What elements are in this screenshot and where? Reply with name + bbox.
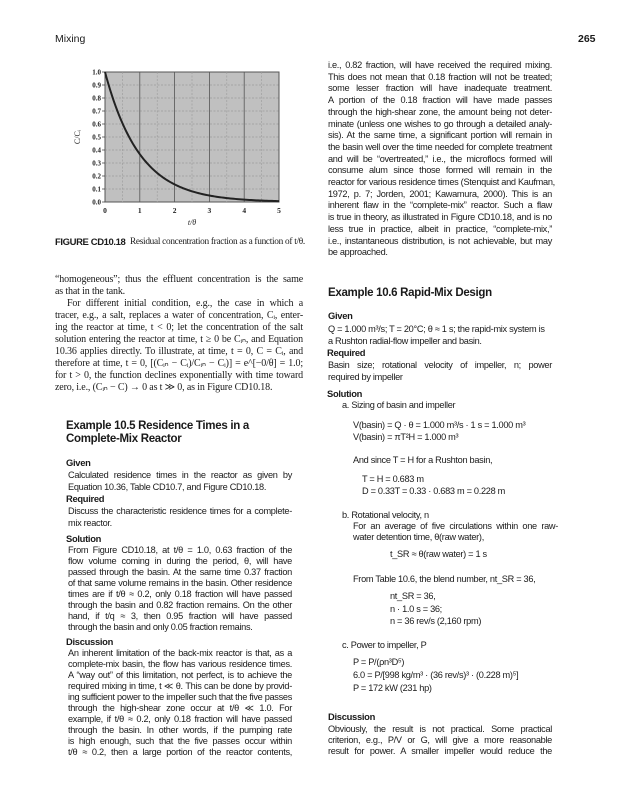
continuation-line: i.e., 0.82 fraction, will have received the required mixing.: [328, 60, 552, 70]
page-number: 265: [578, 33, 596, 45]
given-line: Equation 10.36, Table CD10.7, and Figure CD10.18.: [68, 482, 267, 492]
discussion-line: t/θ ≈ 0.2, then a large portion of the reactor contents,: [68, 747, 292, 757]
continuation-line: 1972, p. 7; Jorden, 2001; Kawamura, 2000). This is an: [328, 188, 552, 199]
y-tick-label: 0.9: [92, 81, 101, 90]
step-a-line: a. Sizing of basin and impeller: [342, 400, 456, 410]
eq-a2-line: D = 0.33T = 0.33 · 0.683 m = 0.228 m: [362, 486, 506, 496]
solution-line: through the basin and only 0.05 fraction remains.: [68, 622, 253, 632]
intro-line: 10.36 applies directly. To illustrate, at time, t = 0, C = Cᵢ, and: [55, 346, 303, 357]
b-text-line: water detention time, θ(raw water),: [353, 532, 484, 542]
continuation-line: inherent flaw in the “complete-mix” reactor. Such a flaw: [328, 200, 552, 211]
discussion-line: ing sufficient power to the impeller such that the five passes: [68, 692, 292, 702]
y-tick-label: 0.3: [92, 159, 101, 168]
solution-line: through the basin and 0.82 fraction remains. On the other: [68, 600, 292, 610]
b-text2-line: From Table 10.6, the blend number, nt_SR = 36,: [353, 574, 536, 584]
discussion-line: result for power. A smaller impeller would reduce the: [328, 746, 552, 756]
intro-line: For different initial condition, e.g., the case in which a: [67, 298, 303, 309]
continuation-line: consume alum since those formed will remain in the: [328, 165, 552, 176]
required-line: required by impeller: [328, 372, 403, 382]
eq-b2-line: n = 36 rev/s (2,160 rpm): [390, 616, 482, 626]
intro-line: therefore at time, t = 0, [(Cᵢₙ − Cᵢ)/Cᵢₙ − Cᵢ)] = e^[−0/θ] = 1.0;: [55, 358, 303, 369]
intro-line: tracer, e.g., a salt, replaces a water of concentration, Cᵢ, enter-: [55, 310, 303, 321]
y-tick-label: 0.5: [92, 133, 101, 142]
intro-line: solution entering the reactor at time, t ≥ 0 be Cᵢₙ, and Equation: [55, 334, 303, 345]
given-line: Q = 1.000 m³/s; T = 20°C; θ ≈ 1 s; the rapid-mix system is: [328, 324, 545, 334]
required-line: Discuss the characteristic residence times for a complete-: [68, 506, 292, 516]
given-line: a Rushton radial-flow impeller and basin.: [328, 335, 482, 346]
discussion-line: example, if t/θ ≈ 0.2, only 0.18 fraction will have passed: [68, 714, 292, 724]
y-axis-label: C/Cᵢ: [73, 129, 82, 145]
figure-caption: Residual concentration fraction as a function of t/θ.: [130, 237, 305, 247]
required-line: mix reactor.: [68, 518, 112, 528]
discussion-line: is high enough, such that the five passes occur within: [68, 736, 292, 746]
figure-label: FIGURE CD10.18: [55, 237, 126, 248]
continuation-line: through the high-shear zone, the amount being not deter-: [328, 106, 552, 117]
eq-b2-line: n · 1.0 s = 36;: [390, 603, 442, 614]
step-b-line: b. Rotational velocity, n: [342, 510, 429, 520]
continuation-line: and will be “overtreated,” i.e., the microflocs formed will: [328, 153, 552, 164]
intro-line: as that in the tank.: [55, 286, 126, 297]
solution-line: passed through the basin. At the same time 0.37 fraction: [68, 567, 292, 577]
discussion-line: Obviously, the result is not practical. Some practical: [328, 724, 552, 734]
y-tick-label: 0.7: [92, 107, 101, 116]
discussion-line: through the basin. In other words, if the pumping rate: [68, 725, 292, 735]
solution-line: hand, if t/q ≈ 3, then 0.95 fraction will have passed: [68, 611, 292, 621]
y-tick-label: 0.4: [92, 146, 101, 155]
x-tick-label: 0: [103, 206, 107, 215]
y-tick-label: 0.1: [92, 185, 101, 194]
discussion-line: An inherent limitation of the back-mix reactor is that, as a: [68, 648, 292, 658]
solution-line: of that same volume remains in the basin. Other residence: [68, 578, 292, 588]
eq-c-line: P = 172 kW (231 hp): [353, 683, 432, 693]
discussion-line: required mixing in time, t ≪ θ. This can be done by provid-: [68, 681, 292, 691]
b-text-line: For an average of five circulations within one raw-: [353, 521, 558, 531]
y-tick-label: 0.8: [92, 94, 101, 103]
discussion-line: A “way out” of this limitation, not perfect, is to achieve the: [68, 670, 292, 680]
discussion-heading: Discussion: [328, 711, 376, 722]
continuation-line: A portion of the 0.18 fraction will have made passes: [328, 95, 552, 106]
x-tick-label: 3: [207, 206, 212, 215]
continuation-line: i.e., instantaneous distribution, is not achievable, but may: [328, 235, 552, 246]
x-tick-label: 1: [137, 206, 142, 215]
solution-line: From Figure CD10.18, at t/θ = 1.0, 0.63 fraction of the: [68, 545, 292, 555]
eq-a2-line: T = H = 0.683 m: [362, 474, 424, 484]
running-header: Mixing: [55, 33, 86, 45]
continuation-line: some lesser fraction will have inadequate treatment.: [328, 83, 552, 94]
continuation-line: sis). At the same time, a significant portion will remain in: [328, 130, 552, 141]
continuation-line: minate (unless one wishes to go through a detailed analy-: [328, 118, 552, 129]
required-heading: Required: [327, 347, 366, 358]
intro-line: ing the reactor at time, t < 0; let the concentration of the salt: [55, 322, 303, 333]
eq-c-line: P = P/(ρn³D⁵): [353, 657, 405, 667]
since-text-line: And since T = H for a Rushton basin,: [353, 455, 493, 465]
continuation-line: is true in theory, as illustrated in Figure CD10.18, and is no: [328, 212, 552, 223]
x-tick-label: 2: [172, 206, 177, 215]
example-10-5-title: Example 10.5 Residence Times in a: [66, 420, 249, 432]
continuation-line: the basin well over the time needed for complete treatment: [328, 141, 552, 152]
eq-a-line: V(basin) = Q · θ = 1.000 m³/s · 1 s = 1.000 m³: [353, 420, 526, 430]
required-heading: Required: [66, 493, 105, 504]
step-c-line: c. Power to impeller, P: [342, 640, 427, 650]
discussion-heading: Discussion: [66, 636, 114, 647]
eq-c-line: 6.0 = P/[998 kg/m³ · (36 rev/s)³ · (0.228 m)⁵]: [353, 670, 519, 680]
given-heading: Given: [328, 310, 353, 321]
given-heading: Given: [66, 457, 91, 468]
example-10-5-title-2: Complete-Mix Reactor: [66, 433, 182, 445]
y-tick-label: 1.0: [92, 68, 101, 77]
solution-heading: Solution: [66, 533, 102, 544]
required-line: Basin size; rotational velocity of impeller, n; power: [328, 360, 552, 370]
intro-line: “homogeneous”; thus the effluent concentration is the same: [55, 274, 303, 285]
continuation-line: be approached.: [328, 247, 388, 258]
eq-b1-line: t_SR ≈ θ(raw water) = 1 s: [390, 549, 487, 559]
y-tick-label: 0.2: [92, 172, 101, 181]
continuation-line: reactor for various residence times (Stenquist and Kaufman,: [328, 177, 555, 187]
y-tick-label: 0.6: [92, 120, 101, 129]
intro-line: zero, i.e., (Cᵢₙ − C) → 0 as t ≫ 0, as in Figure CD10.18.: [55, 382, 273, 393]
intro-line: for t > 0, the function declines exponentially with time toward: [55, 370, 303, 381]
eq-b2-line: nt_SR = 36,: [390, 591, 436, 601]
example-10-6-title: Example 10.6 Rapid-Mix Design: [328, 287, 492, 299]
eq-a-line: V(basin) = πT²H = 1.000 m³: [353, 432, 459, 442]
solution-line: flow volume coming in during the period, θ, will have: [68, 556, 292, 566]
discussion-line: through the high-shear zone occur at t/θ ≪ 1.0. For: [68, 703, 292, 713]
x-tick-label: 4: [242, 206, 247, 215]
solution-line: times are if t/θ ≈ 0.2, only 0.18 fraction will have passed: [68, 589, 292, 599]
discussion-line: criterion, e.g., P/V or G, will give a more reasonable: [328, 735, 552, 745]
y-tick-label: 0.0: [92, 198, 101, 207]
given-line: Calculated residence times in the reactor as given by: [68, 470, 292, 480]
x-axis-label: t/θ: [187, 218, 197, 227]
solution-heading: Solution: [327, 388, 363, 399]
discussion-line: complete-mix basin, the flow has various residence times.: [68, 659, 292, 669]
x-tick-label: 5: [277, 206, 281, 215]
continuation-line: This does not mean that 0.18 fraction will not be treated;: [328, 71, 552, 82]
continuation-line: less true in practice, albeit in practice, “complete-mix,”: [328, 223, 552, 234]
